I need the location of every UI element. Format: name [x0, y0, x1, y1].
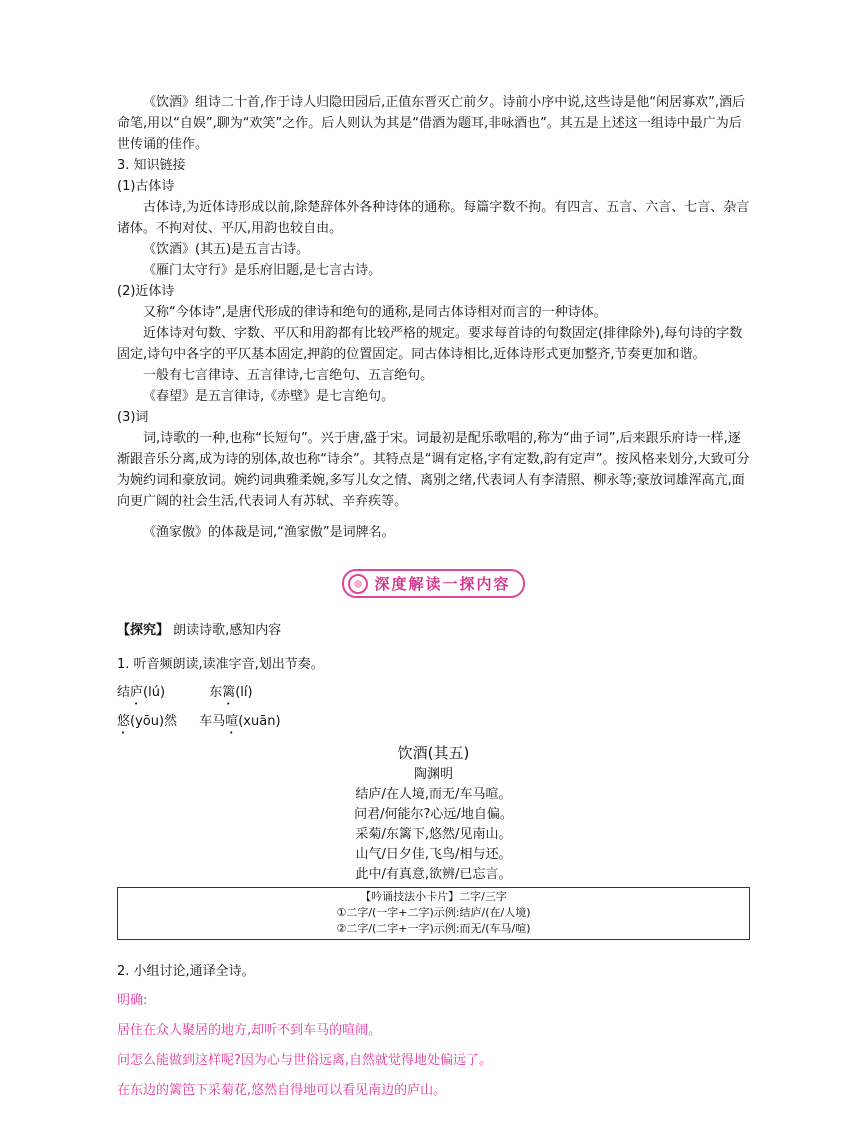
ancient-poetry-example-2: 《雁门太守行》是乐府旧题,是七言古诗。 [143, 263, 382, 278]
ci-example: 《渔家傲》的体裁是词,“渔家傲”是词牌名。 [143, 525, 395, 540]
banner-title: 深度解读一探内容 [374, 575, 511, 593]
answer-line-3: 在东边的篱笆下采菊花,悠然自得地可以看见南边的庐山。 [117, 1083, 447, 1098]
modern-poetry-examples: 《春望》是五言律诗,《赤壁》是七言绝句。 [143, 389, 395, 404]
pinyin-dongli: 东篱(lí) [209, 685, 253, 700]
modern-poetry-definition: 又称“今体诗”,是唐代形成的律诗和绝句的通称,是同古体诗相对而言的一种诗体。 [143, 305, 607, 320]
explore-text: 朗读诗歌,感知内容 [173, 623, 282, 638]
ancient-poetry-definition: 古体诗,为近体诗形成以前,除楚辞体外各种诗体的通称。每篇字数不拘。有四言、五言、六言、七言、杂言诸体。不拘对仗、平仄,用韵也较自由。 [117, 200, 750, 236]
pinyin-row-2 [117, 710, 750, 737]
pinyin-youran: 悠(yōu)然 [117, 714, 178, 729]
answer-block [117, 988, 750, 1104]
recitation-card [117, 887, 750, 940]
poem-line: 此中/有真意,欲辨/已忘言。 [355, 867, 512, 882]
card-rule-1: ①二字/(一字+二字)示例:结庐/(在/人境) [336, 906, 531, 919]
subheading-ci: (3)词 [117, 410, 149, 425]
pinyin-jielu: 结庐(lú) [117, 685, 166, 700]
ci-definition: 词,诗歌的一种,也称“长短句”。兴于唐,盛于宋。词最初是配乐歌唱的,称为“曲子词”,后来跟乐府诗一样,逐渐跟音乐分离,成为诗的别体,故也称“诗余”。其特点是“调有定格,字有定数,韵有定声”。按风格来划分,大致可分为婉约词和豪放词。婉约词典雅柔婉,多写儿女之情、离别之绪,代表词人有李清照、柳永等;豪放词雄浑高亢,面向更广阔的社会生活,代表词人有苏轼、辛弃疾等。 [117, 431, 750, 509]
card-rule-2: ②二字/(二字+一字)示例:而无/(车马/喧) [336, 922, 531, 935]
explore-heading [117, 620, 750, 641]
explore-tag: 【探究】 [117, 623, 170, 638]
answer-line-1: 居住在众人聚居的地方,却听不到车马的喧闹。 [117, 1023, 382, 1038]
section-banner [117, 569, 750, 598]
modern-poetry-types: 一般有七言律诗、五言律诗,七言绝句、五言绝句。 [143, 368, 434, 383]
subheading-modern-poetry: (2)近体诗 [117, 284, 175, 299]
answer-heading: 明确: [117, 993, 148, 1008]
poem-author: 陶渊明 [413, 767, 453, 782]
poem-title: 饮酒(其五) [397, 744, 470, 762]
poem-line: 山气/日夕佳,飞鸟/相与还。 [355, 847, 512, 862]
poem [117, 741, 750, 885]
banner-frame [342, 569, 524, 598]
question-1: 1. 听音频朗读,读准字音,划出节奏。 [117, 657, 324, 672]
modern-poetry-rules: 近体诗对句数、字数、平仄和用韵都有比较严格的规定。要求每首诗的句数固定(排律除外),每句诗的字数固定,诗句中各字的平仄基本固定,押韵的位置固定。同古体诗相比,近体诗形式更加整齐,节奏更加和谐。 [117, 326, 743, 362]
question-2: 2. 小组讨论,通译全诗。 [117, 964, 255, 979]
poem-line: 问君/何能尔?心远/地自偏。 [354, 807, 513, 822]
document-page [117, 92, 750, 1104]
ancient-poetry-example-1: 《饮酒》(其五)是五言古诗。 [143, 242, 310, 257]
pinyin-row-1 [117, 681, 750, 708]
poem-line: 采菊/东篱下,悠然/见南山。 [355, 827, 512, 842]
intro-paragraph: 《饮酒》组诗二十首,作于诗人归隐田园后,正值东晋灭亡前夕。诗前小序中说,这些诗是他“闲居寡欢”,酒后命笔,用以“自娱”,聊为“欢笑”之作。后人则认为其是“借酒为题耳,非咏酒也”。其五是上述这一组诗中最广为后世传诵的佳作。 [117, 95, 745, 152]
banner-logo-icon [348, 574, 368, 594]
card-title: 【吟诵技法小卡片】二字/三字 [360, 890, 507, 903]
answer-line-2: 问怎么能做到这样呢?因为心与世俗远离,自然就觉得地处偏远了。 [117, 1053, 493, 1068]
poem-line: 结庐/在人境,而无/车马喧。 [355, 787, 512, 802]
pinyin-chemaxuan: 车马喧(xuān) [199, 714, 281, 729]
subheading-ancient-poetry: (1)古体诗 [117, 179, 175, 194]
section-heading-knowledge: 3. 知识链接 [117, 158, 186, 173]
